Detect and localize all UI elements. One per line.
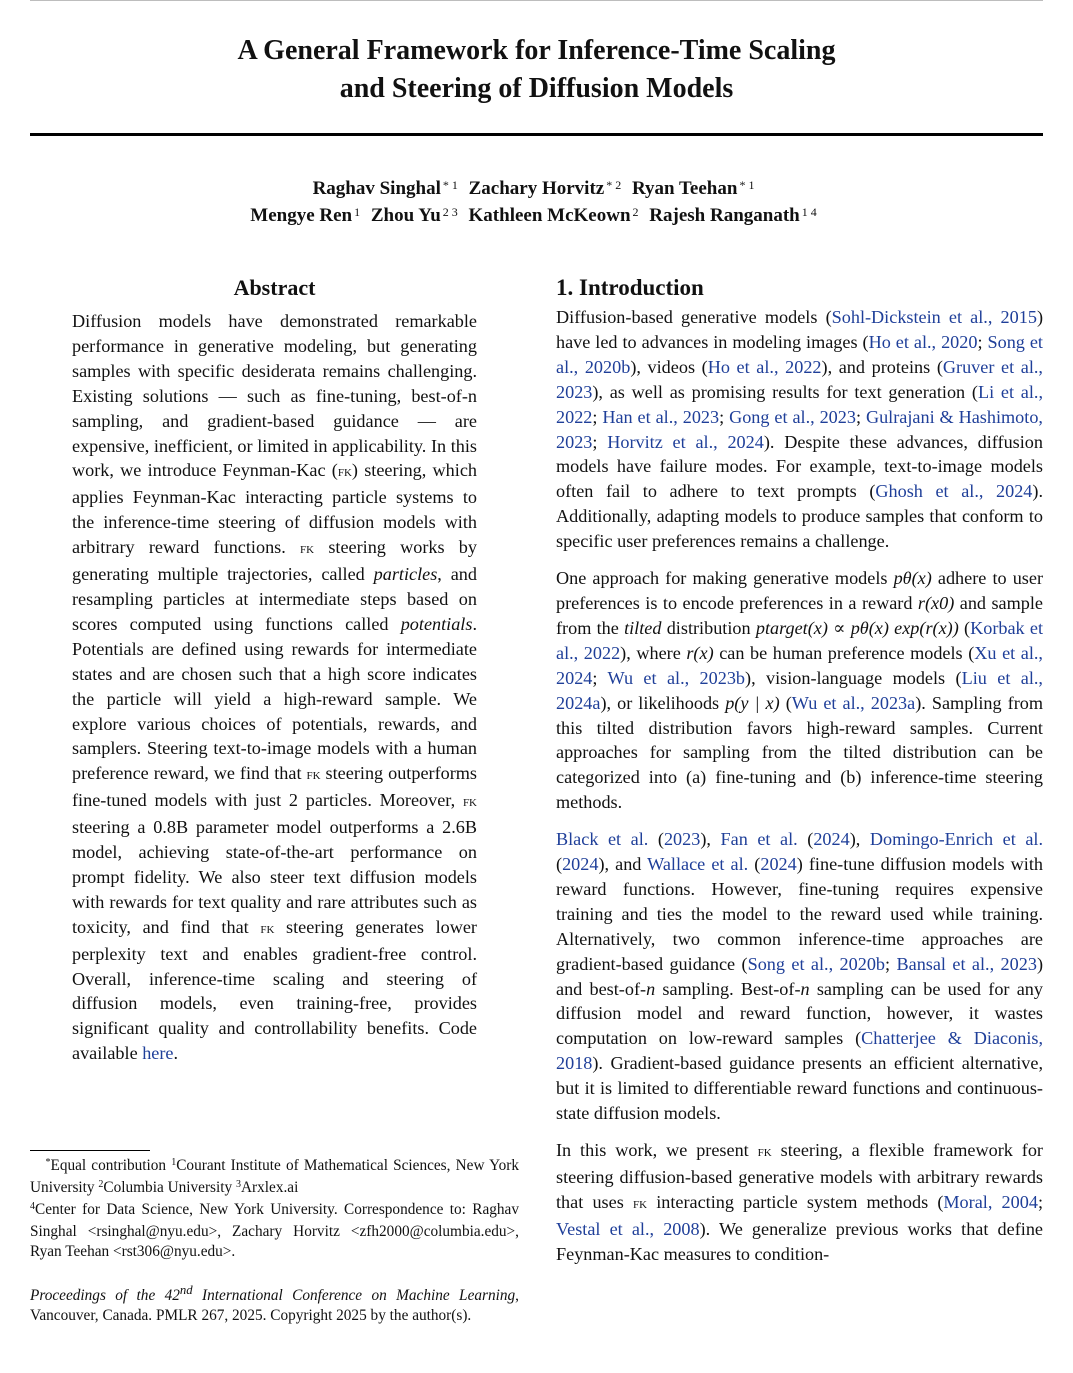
- citation-link[interactable]: Chatterjee & Diaconis, 2018: [556, 1028, 1043, 1074]
- author-affiliation: * 2: [606, 178, 622, 192]
- citation-link[interactable]: Ho et al., 2022: [707, 356, 822, 377]
- citation-link[interactable]: Horvitz et al., 2024: [607, 431, 764, 452]
- author-name: Kathleen McKeown: [468, 205, 631, 226]
- citation-link[interactable]: Black et al.: [556, 829, 649, 850]
- author-affiliation: 1 4: [801, 205, 817, 219]
- abstract-body: Diffusion models have demonstrated remarkable performance in generative modeling, but generating samples with specific desiderata remains challenging. Existing solutions — such as fine-tuning, best-of-n sampling, and gradient-based guidance — are expensive, inefficient, or limited in applicability. In this work, we introduce Feynman-Kac (fk) steering, which applies Feynman-Kac interacting particle systems to the inference-time steering of diffusion models with arbitrary reward functions. fk steering works by generating multiple trajectories, called particles, and resampling particles at intermediate steps based on scores computed using functions called potentials. Potentials are defined using rewards for intermediate states and are chosen such that a high score indicates the particle will yield a high-reward sample. We explore various choices of potentials, rewards, and samplers. Steering text-to-image models with a human preference reward, we find that fk steering outperforms fine-tuned models with just 2 particles. Moreover, fk steering a 0.8B parameter model outperforms a 2.6B model, achieving state-of-the-art performance on prompt fidelity. We also steer text diffusion models with rewards for text quality and rare attributes such as toxicity, and find that fk steering generates lower perplexity text and enables gradient-free control. Overall, inference-time scaling and steering of diffusion models, even training-free, provides significant quality and controllability benefits. Code available here.: [72, 311, 478, 1064]
- proceedings-note: Proceedings of the 42nd International Conference on Machine Learning, Vancouver, Canada. PMLR 267, 2025. Copyright 2025 by the author(s).: [30, 1283, 519, 1325]
- math-expression: r(x0): [917, 592, 955, 613]
- citation-link[interactable]: Gruver et al., 2023: [556, 356, 1043, 402]
- introduction-section: [556, 273, 1043, 1267]
- author-affiliation: 2: [632, 205, 639, 219]
- math-expression: r(x): [686, 642, 714, 663]
- author-row-2: [30, 203, 1043, 230]
- author-name: Zhou Yu: [370, 205, 441, 226]
- author-name: Zachary Horvitz: [468, 178, 605, 199]
- citation-link[interactable]: Wu et al., 2023b: [607, 667, 746, 688]
- citation-link[interactable]: Ho et al., 2020: [868, 331, 978, 352]
- citation-link[interactable]: Ghosh et al., 2024: [875, 481, 1033, 502]
- author-name: Rajesh Ranganath: [649, 205, 800, 226]
- citation-link[interactable]: Fan et al.: [720, 829, 798, 850]
- citation-link[interactable]: Domingo-Enrich et al.: [869, 829, 1044, 850]
- intro-paragraph-4: In this work, we present fk steering, a flexible framework for steering diffusion-based generative models with arbitrary rewards that uses fk interacting particle system methods (Moral, 2004; Vestal et al., 2008). We generalize previous works that define Feynman-Kac measures to condition-: [556, 1140, 1044, 1264]
- title-line-2: and Steering of Diffusion Models: [339, 73, 734, 104]
- author-affiliation: * 1: [739, 178, 755, 192]
- footnote-rule: [30, 1150, 150, 1151]
- citation-link[interactable]: Gong et al., 2023: [729, 406, 856, 427]
- author-name: Mengye Ren: [250, 205, 353, 226]
- citation-link[interactable]: Song et al., 2020b: [747, 953, 886, 974]
- citation-link[interactable]: Wu et al., 2023a: [791, 692, 916, 713]
- citation-link[interactable]: Bansal et al., 2023: [896, 953, 1037, 974]
- citation-link[interactable]: Vestal et al., 2008: [556, 1218, 700, 1239]
- author-row-1: [30, 176, 1043, 203]
- title-line-1: A General Framework for Inference-Time Scaling: [237, 35, 836, 66]
- citation-link[interactable]: Korbak et al., 2022: [556, 617, 1044, 663]
- citation-link[interactable]: Sohl-Dickstein et al., 2015: [831, 307, 1037, 327]
- title-rule: [30, 133, 1043, 136]
- citation-link[interactable]: Liu et al., 2024a: [556, 667, 1043, 713]
- citation-link[interactable]: Han et al., 2023: [602, 406, 720, 427]
- math-expression: p(y | x): [725, 692, 780, 713]
- math-expression: ptarget(x) ∝ pθ(x) exp(r(x)): [755, 617, 959, 638]
- author-affiliation: 2 3: [442, 205, 458, 219]
- top-rule: [30, 0, 1043, 1]
- paper-title: [30, 32, 1043, 108]
- citation-link[interactable]: Wallace et al.: [647, 854, 749, 875]
- introduction-heading: 1. Introduction: [556, 275, 704, 300]
- intro-paragraph-1: Diffusion-based generative models (Sohl-Dickstein et al., 2015) have led to advances in modeling images (Ho et al., 2020; Song et al., 2020b), videos (Ho et al., 2022), and proteins (Gruver et al., 2023), as well as promising results for text generation (Li et al., 2022; Han et al., 2023; Gong et al., 2023; Gulrajani & Hashimoto, 2023; Horvitz et al., 2024). Despite these advances, diffusion models have failure modes. For example, text-to-image models often fail to adhere to text prompts (Ghosh et al., 2024). Additionally, adapting models to produce samples that conform to specific user preferences remains a challenge.: [556, 307, 1043, 552]
- author-affiliation: * 1: [442, 178, 458, 192]
- citation-link[interactable]: Moral, 2004: [943, 1191, 1038, 1212]
- author-affiliation: 1: [354, 205, 361, 219]
- abstract-section: [72, 273, 477, 1066]
- author-name: Ryan Teehan: [631, 178, 738, 199]
- math-expression: pθ(x): [893, 568, 932, 589]
- citation-link[interactable]: Song et al., 2020b: [556, 331, 1043, 377]
- citation-link[interactable]: Xu et al., 2024: [556, 642, 1043, 688]
- author-name: Raghav Singhal: [312, 178, 441, 199]
- abstract-heading: Abstract: [233, 275, 316, 300]
- citation-link[interactable]: Li et al., 2022: [556, 381, 1043, 427]
- intro-paragraph-2: One approach for making generative models pθ(x) adhere to user preferences is to encode preferences in a reward r(x0) and sample from the tilted distribution ptarget(x) ∝ pθ(x) exp(r(x)) (Korbak et al., 2022), where r(x) can be human preference models (Xu et al., 2024; Wu et al., 2023b), vision-language models (Liu et al., 2024a), or likelihoods p(y | x) (Wu et al., 2023a). Sampling from this tilted distribution favors high-reward samples. Current approaches for sampling from the tilted distribution can be categorized into (a) fine-tuning and (b) inference-time steering methods.: [556, 568, 1044, 813]
- footnote: *Equal contribution $^1$Courant Institute of Mathematical Sciences, New York University $^2$Columbia University $^3$Arxlex.ai $^4$Center for Data Science, New York University. Correspondence to: Raghav Singhal <rsinghal@nyu.edu>, Zachary Horvitz <zfh2000@columbia.edu>, Ryan Teehan <rst306@nyu.edu>.: [30, 1157, 519, 1260]
- code-link[interactable]: here: [142, 1043, 174, 1064]
- author-list: [30, 176, 1043, 230]
- citation-link[interactable]: Gulrajani & Hashimoto, 2023: [556, 406, 1043, 452]
- intro-paragraph-3: Black et al. (2023), Fan et al. (2024), Domingo-Enrich et al. (2024), and Wallace et al. (2024) fine-tune diffusion models with reward functions. However, fine-tuning requires expensive training and ties the model to the reward used while training. Alternatively, two common inference-time approaches are gradient-based guidance (Song et al., 2020b; Bansal et al., 2023) and best-of-n sampling. Best-of-n sampling can be used for any diffusion model and reward function, however, it wastes computation on low-reward samples (Chatterjee & Diaconis, 2018). Gradient-based guidance presents an efficient alternative, but it is limited to differentiable reward functions and continuous-state diffusion models.: [556, 829, 1044, 1124]
